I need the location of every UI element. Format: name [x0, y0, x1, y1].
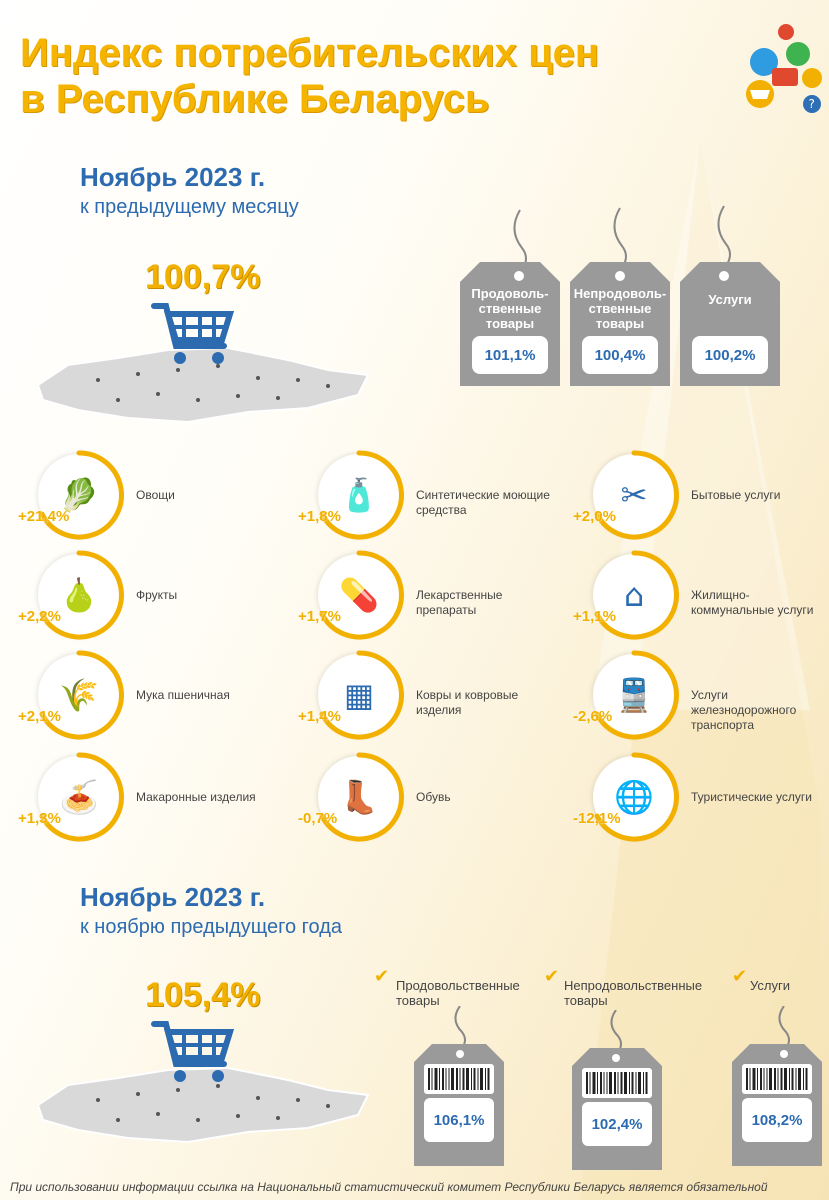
- pasta-icon: 🍝: [59, 778, 99, 816]
- category-item: [298, 756, 558, 846]
- category-pct: +2,1%: [18, 708, 61, 725]
- cart-icon-2: [150, 1018, 240, 1086]
- tourism-icon: 🌐: [614, 778, 654, 816]
- flour-icon: 🌾: [59, 676, 99, 714]
- category-item: [573, 454, 829, 544]
- check-label-services: Услуги: [750, 978, 790, 993]
- barcode-tag: [572, 1010, 662, 1170]
- section1-total: 100,7%: [145, 258, 261, 296]
- check-services: [732, 966, 747, 987]
- medicine-icon: 💊: [339, 576, 379, 614]
- category-item: [18, 654, 278, 744]
- tag-food-1: [460, 200, 560, 386]
- category-label: Лекарственные препараты: [416, 588, 503, 617]
- section1-heading: Ноябрь 2023 г.: [80, 162, 266, 192]
- check-icon: ✔: [374, 966, 390, 986]
- category-label: Мука пшеничная: [136, 688, 230, 702]
- barcode-tag: [414, 1006, 504, 1166]
- category-pct: +21,4%: [18, 508, 70, 525]
- category-pct: +1,3%: [18, 810, 61, 827]
- category-label: Туристические услуги: [691, 790, 812, 804]
- tag-value: 101,1%: [472, 336, 548, 374]
- footer-note: При использовании информации ссылка на Национальный статистический комитет Республики Беларусь является обязательной: [10, 1180, 768, 1194]
- section2-total: 105,4%: [145, 976, 261, 1014]
- tag-value: 100,4%: [582, 336, 658, 374]
- barcode-tag-shape: [414, 1006, 504, 1166]
- tag-label: Продоволь- ственные товары: [471, 286, 549, 331]
- vegetables-icon: 🥬: [59, 476, 99, 514]
- shoes-icon: 👢: [339, 778, 379, 816]
- title-line-1: Индекс потребительских цен: [20, 31, 600, 75]
- category-pct: +1,8%: [298, 508, 341, 525]
- check-icon: ✔: [544, 966, 560, 986]
- category-pct: +1,1%: [573, 608, 616, 625]
- category-label: Обувь: [416, 790, 451, 804]
- barcode-tag-value: 106,1%: [433, 1111, 485, 1129]
- barcode-tag-shape: [572, 1010, 662, 1170]
- category-pct: +1,4%: [298, 708, 341, 725]
- carpet-icon: ▦: [343, 676, 375, 714]
- category-label: Макаронные изделия: [136, 790, 256, 804]
- shopping-logo-icon: [738, 18, 824, 118]
- section2-subheading: к ноябрю предыдущего года: [80, 916, 343, 938]
- barcode-tag: [732, 1006, 822, 1166]
- category-item: [18, 554, 278, 644]
- category-pct: -2,6%: [573, 708, 613, 725]
- category-item: [573, 654, 829, 744]
- category-pct: -0,7%: [298, 810, 338, 827]
- category-pct: +1,7%: [298, 608, 341, 625]
- check-nonfood: [544, 966, 559, 987]
- svg-text:?: ?: [808, 97, 815, 111]
- category-label: Синтетические моющие средства: [416, 488, 550, 517]
- train-icon: 🚆: [614, 676, 654, 714]
- fruits-icon: 🍐: [59, 576, 99, 614]
- section1-subheading: к предыдущему месяцу: [80, 196, 299, 218]
- household-services-icon: ✂: [620, 476, 648, 514]
- check-icon: ✔: [732, 966, 748, 986]
- cart-icon-1: [150, 300, 240, 368]
- tag-label: Непродоволь- ственные товары: [573, 286, 667, 331]
- check-label-food: Продовольственные товары: [396, 978, 520, 1008]
- tag-nonfood-1: [570, 200, 670, 386]
- category-item: [298, 454, 558, 544]
- category-label: Бытовые услуги: [691, 488, 781, 502]
- category-pct: -12,1%: [573, 810, 621, 827]
- category-item: [298, 554, 558, 644]
- barcode-tag-shape: [732, 1006, 822, 1166]
- tag-label: Услуги: [708, 292, 752, 307]
- category-pct: +2,2%: [18, 608, 61, 625]
- tag-services-1: [680, 200, 780, 386]
- category-item: [298, 654, 558, 744]
- page-title: [20, 30, 599, 122]
- category-item: [573, 554, 829, 644]
- tag-value: 100,2%: [692, 336, 768, 374]
- category-label: Жилищно-коммунальные услуги: [691, 588, 814, 617]
- category-label: Услуги железнодорожного транспорта: [691, 688, 797, 732]
- category-item: [18, 756, 278, 846]
- title-line-2: в Республике Беларусь: [20, 77, 490, 121]
- housing-icon: ⌂: [623, 576, 645, 614]
- barcode-tag-value: 102,4%: [591, 1115, 643, 1133]
- check-label-nonfood: Непродовольственные товары: [564, 978, 703, 1008]
- category-label: Овощи: [136, 488, 175, 502]
- category-pct: +2,0%: [573, 508, 616, 525]
- category-item: [573, 756, 829, 846]
- detergent-icon: 🧴: [339, 476, 379, 514]
- category-label: Фрукты: [136, 588, 178, 602]
- check-food: [374, 966, 389, 987]
- section2-heading: Ноябрь 2023 г.: [80, 882, 266, 912]
- category-item: [18, 454, 278, 544]
- barcode-tag-value: 108,2%: [751, 1111, 803, 1129]
- category-label: Ковры и ковровые изделия: [416, 688, 519, 717]
